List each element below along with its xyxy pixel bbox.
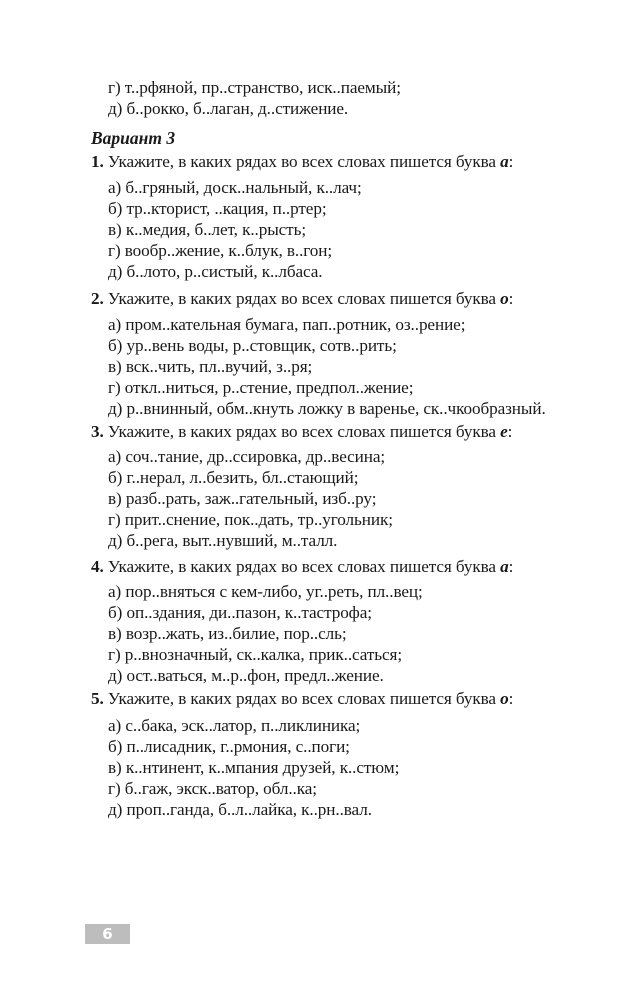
option-text: возр..жать, из..билие, пор..сль; — [125, 624, 347, 643]
option-text: пор..вняться с кем-либо, уг..реть, пл..вец; — [125, 582, 423, 601]
option-line — [108, 468, 358, 488]
option-label: д) — [108, 800, 123, 819]
option-text: р..внозначный, ск..калка, прик..саться; — [124, 645, 403, 664]
option-label: в) — [108, 624, 122, 643]
option-text: ур..вень воды, р..стовщик, сотв..рить; — [126, 336, 397, 355]
option-line — [108, 315, 465, 335]
option-label: д) — [108, 531, 123, 550]
option-label: б) — [108, 468, 123, 487]
option-label: г) — [108, 241, 121, 260]
option-label: а) — [108, 582, 122, 601]
option-label: д) — [108, 99, 123, 118]
option-line — [108, 378, 413, 398]
option-label: в) — [108, 357, 122, 376]
option-label: д) — [108, 666, 123, 685]
punctuation: : — [508, 689, 514, 708]
option-line — [108, 716, 360, 736]
option-text: р..внинный, обм..кнуть ложку в варенье, ск..чкообразный. — [126, 399, 546, 418]
option-label: г) — [108, 378, 121, 397]
question-text: Укажите, в каких рядах во всех словах пишется буква — [107, 689, 496, 708]
option-line — [108, 262, 323, 282]
target-letter: а — [500, 557, 509, 576]
punctuation: : — [507, 422, 513, 441]
option-line — [108, 800, 372, 820]
option-line — [108, 78, 401, 98]
option-line — [108, 666, 384, 686]
option-line — [108, 737, 350, 757]
option-line — [108, 645, 402, 665]
option-text: соч..тание, др..ссировка, др..весина; — [125, 447, 386, 466]
option-label: д) — [108, 262, 123, 281]
option-line — [108, 357, 312, 377]
option-text: б..рега, выт..нувший, м..талл. — [126, 531, 338, 550]
option-label: а) — [108, 716, 122, 735]
option-label: г) — [108, 645, 121, 664]
option-line — [108, 603, 372, 623]
option-text: б..гаж, экск..ватор, обл..ка; — [124, 779, 317, 798]
question-2-prompt — [91, 289, 513, 309]
question-3-prompt — [91, 422, 512, 442]
option-text: к..нтинент, к..мпания друзей, к..стюм; — [125, 758, 400, 777]
option-text: вообр..жение, к..блук, в..гон; — [124, 241, 333, 260]
question-number: 4. — [91, 557, 104, 576]
option-text: с..бака, эск..латор, п..ликлиника; — [125, 716, 361, 735]
option-text: разб..рать, заж..гательный, изб..ру; — [125, 489, 377, 508]
question-number: 1. — [91, 152, 104, 171]
option-text: т..рфяной, пр..странство, иск..паемый; — [124, 78, 401, 97]
question-text: Укажите, в каких рядах во всех словах пишется буква — [107, 422, 496, 441]
target-letter: о — [500, 689, 509, 708]
punctuation: : — [508, 152, 514, 171]
option-line — [108, 758, 399, 778]
option-line — [108, 241, 332, 261]
option-line — [108, 582, 423, 602]
option-label: г) — [108, 779, 121, 798]
option-text: пром..кательная бумага, пап..ротник, оз..рение; — [125, 315, 466, 334]
option-text: оп..здания, ди..пазон, к..тастрофа; — [126, 603, 372, 622]
page-number: 6 — [85, 924, 130, 944]
option-label: б) — [108, 199, 123, 218]
question-5-prompt — [91, 689, 513, 709]
option-line — [108, 336, 397, 356]
option-text: г..нерал, л..безить, бл..стающий; — [126, 468, 359, 487]
option-text: к..медия, б..лет, к..рысть; — [125, 220, 307, 239]
option-label: б) — [108, 737, 123, 756]
punctuation: : — [508, 289, 514, 308]
option-label: г) — [108, 78, 121, 97]
option-line — [108, 510, 393, 530]
option-text: откл..ниться, р..стение, предпол..жение; — [124, 378, 414, 397]
option-label: в) — [108, 220, 122, 239]
question-text: Укажите, в каких рядах во всех словах пишется буква — [107, 289, 496, 308]
option-text: проп..ганда, б..л..лайка, к..рн..вал. — [126, 800, 372, 819]
option-label: б) — [108, 603, 123, 622]
option-label: в) — [108, 758, 122, 777]
question-1-prompt — [91, 152, 513, 172]
question-text: Укажите, в каких рядах во всех словах пишется буква — [107, 152, 496, 171]
option-text: п..лисадник, г..рмония, с..поги; — [126, 737, 350, 756]
option-line — [108, 531, 337, 551]
option-label: в) — [108, 489, 122, 508]
option-text: б..гряный, доск..нальный, к..лач; — [125, 178, 362, 197]
option-text: б..рокко, б..лаган, д..стижение. — [126, 99, 349, 118]
option-line — [108, 624, 347, 644]
option-line — [108, 447, 385, 467]
question-number: 3. — [91, 422, 104, 441]
option-line — [108, 779, 317, 799]
question-number: 5. — [91, 689, 104, 708]
target-letter: е — [500, 422, 508, 441]
question-number: 2. — [91, 289, 104, 308]
option-line — [108, 178, 362, 198]
option-text: прит..снение, пок..дать, тр..угольник; — [124, 510, 393, 529]
option-text: тр..кторист, ..кация, п..ртер; — [126, 199, 327, 218]
question-4-prompt — [91, 557, 513, 577]
option-line — [108, 220, 306, 240]
target-letter: а — [500, 152, 509, 171]
option-label: а) — [108, 178, 122, 197]
option-line — [108, 199, 327, 219]
option-label: а) — [108, 447, 122, 466]
option-line — [108, 99, 348, 119]
option-line — [108, 489, 376, 509]
punctuation: : — [508, 557, 514, 576]
target-letter: о — [500, 289, 509, 308]
option-label: д) — [108, 399, 123, 418]
question-text: Укажите, в каких рядах во всех словах пишется буква — [107, 557, 496, 576]
option-label: б) — [108, 336, 123, 355]
option-text: вск..чить, пл..вучий, з..ря; — [125, 357, 313, 376]
option-label: г) — [108, 510, 121, 529]
variant-title: Вариант 3 — [91, 128, 176, 148]
option-text: б..лото, р..систый, к..лбаса. — [126, 262, 323, 281]
option-label: а) — [108, 315, 122, 334]
option-text: ост..ваться, м..р..фон, предл..жение. — [126, 666, 384, 685]
option-line — [108, 399, 546, 419]
